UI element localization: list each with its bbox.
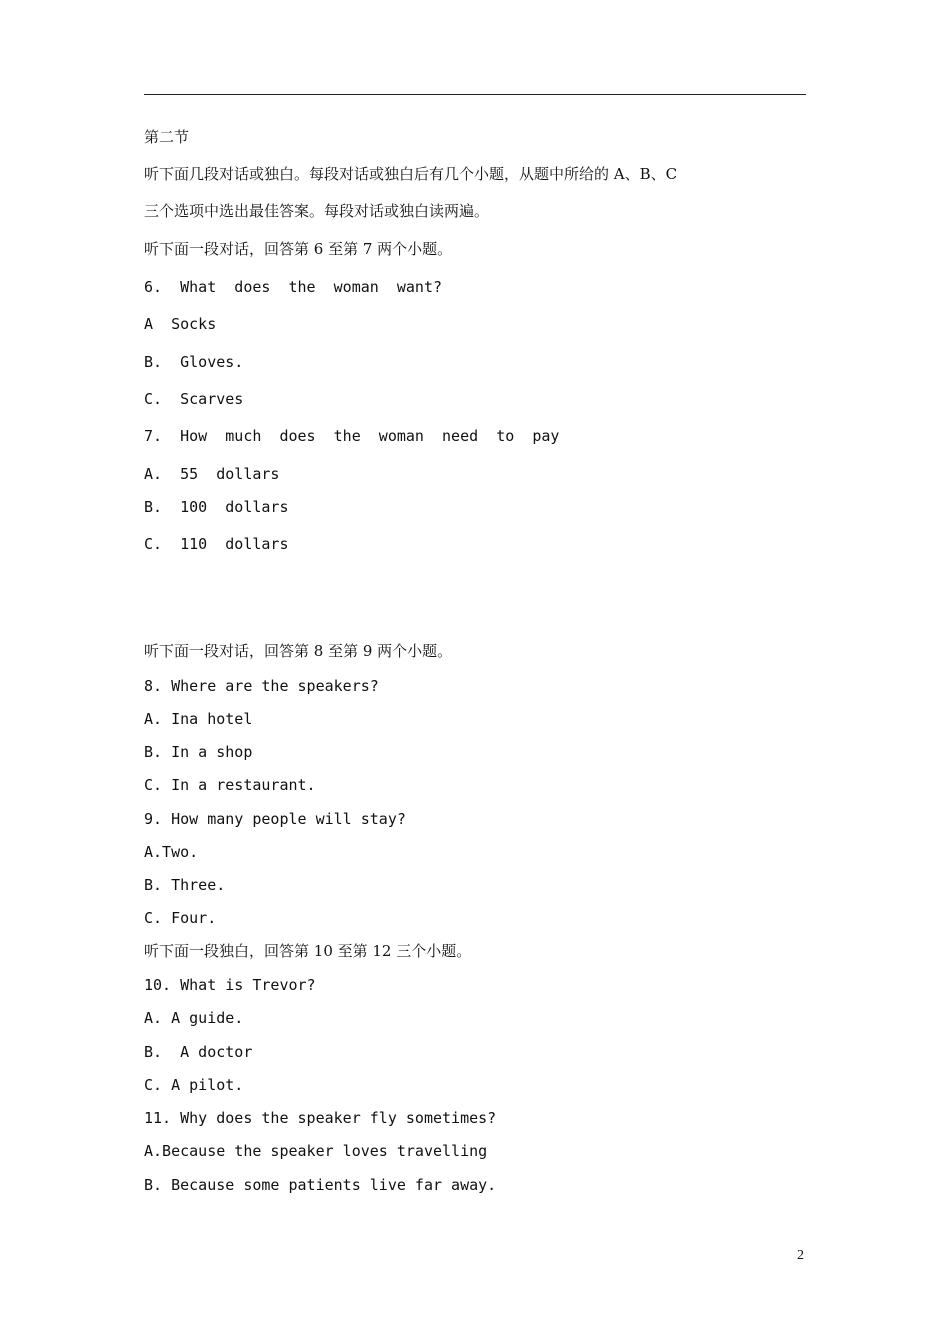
question-10: 10. What is Trevor? [144,976,316,994]
q6-option-c: C. Scarves [144,390,244,408]
q8-option-a: A. Ina hotel [144,710,253,728]
q10-option-a: A. A guide. [144,1009,244,1027]
question-9: 9. How many people will stay? [144,810,406,828]
q9-option-a: A.Two. [144,843,199,861]
q7-option-a: A. 55 dollars [144,465,280,483]
question-8: 8. Where are the speakers? [144,677,379,695]
group1-intro: 听下面一段对话，回答第 6 至第 7 两个小题。 [144,240,453,258]
q9-option-c: C. Four. [144,909,217,927]
page-number: 2 [797,1248,804,1263]
q6-option-b: B. Gloves. [144,353,244,371]
q8-option-c: C. In a restaurant. [144,776,316,794]
q10-option-c: C. A pilot. [144,1076,244,1094]
group3-intro: 听下面一段独白，回答第 10 至第 12 三个小题。 [144,942,472,960]
question-11: 11. Why does the speaker fly sometimes? [144,1109,497,1127]
section-heading: 第二节 [144,128,190,146]
q6-option-a: A Socks [144,315,217,333]
q8-option-b: B. In a shop [144,743,253,761]
q7-option-c: C. 110 dollars [144,535,289,553]
q11-option-a: A.Because the speaker loves travelling [144,1142,488,1160]
instruction-line-1: 听下面几段对话或独白。每段对话或独白后有几个小题，从题中所给的 A、B、C [144,165,678,183]
q10-option-b: B. A doctor [144,1043,253,1061]
question-6: 6. What does the woman want? [144,278,443,296]
q11-option-b: B. Because some patients live far away. [144,1176,497,1194]
instruction-line-2: 三个选项中选出最佳答案。每段对话或独白读两遍。 [144,202,490,220]
group2-intro: 听下面一段对话，回答第 8 至第 9 两个小题。 [144,642,453,660]
q9-option-b: B. Three. [144,876,226,894]
q7-option-b: B. 100 dollars [144,498,289,516]
header-rule [144,94,806,95]
question-7: 7. How much does the woman need to pay [144,427,560,445]
